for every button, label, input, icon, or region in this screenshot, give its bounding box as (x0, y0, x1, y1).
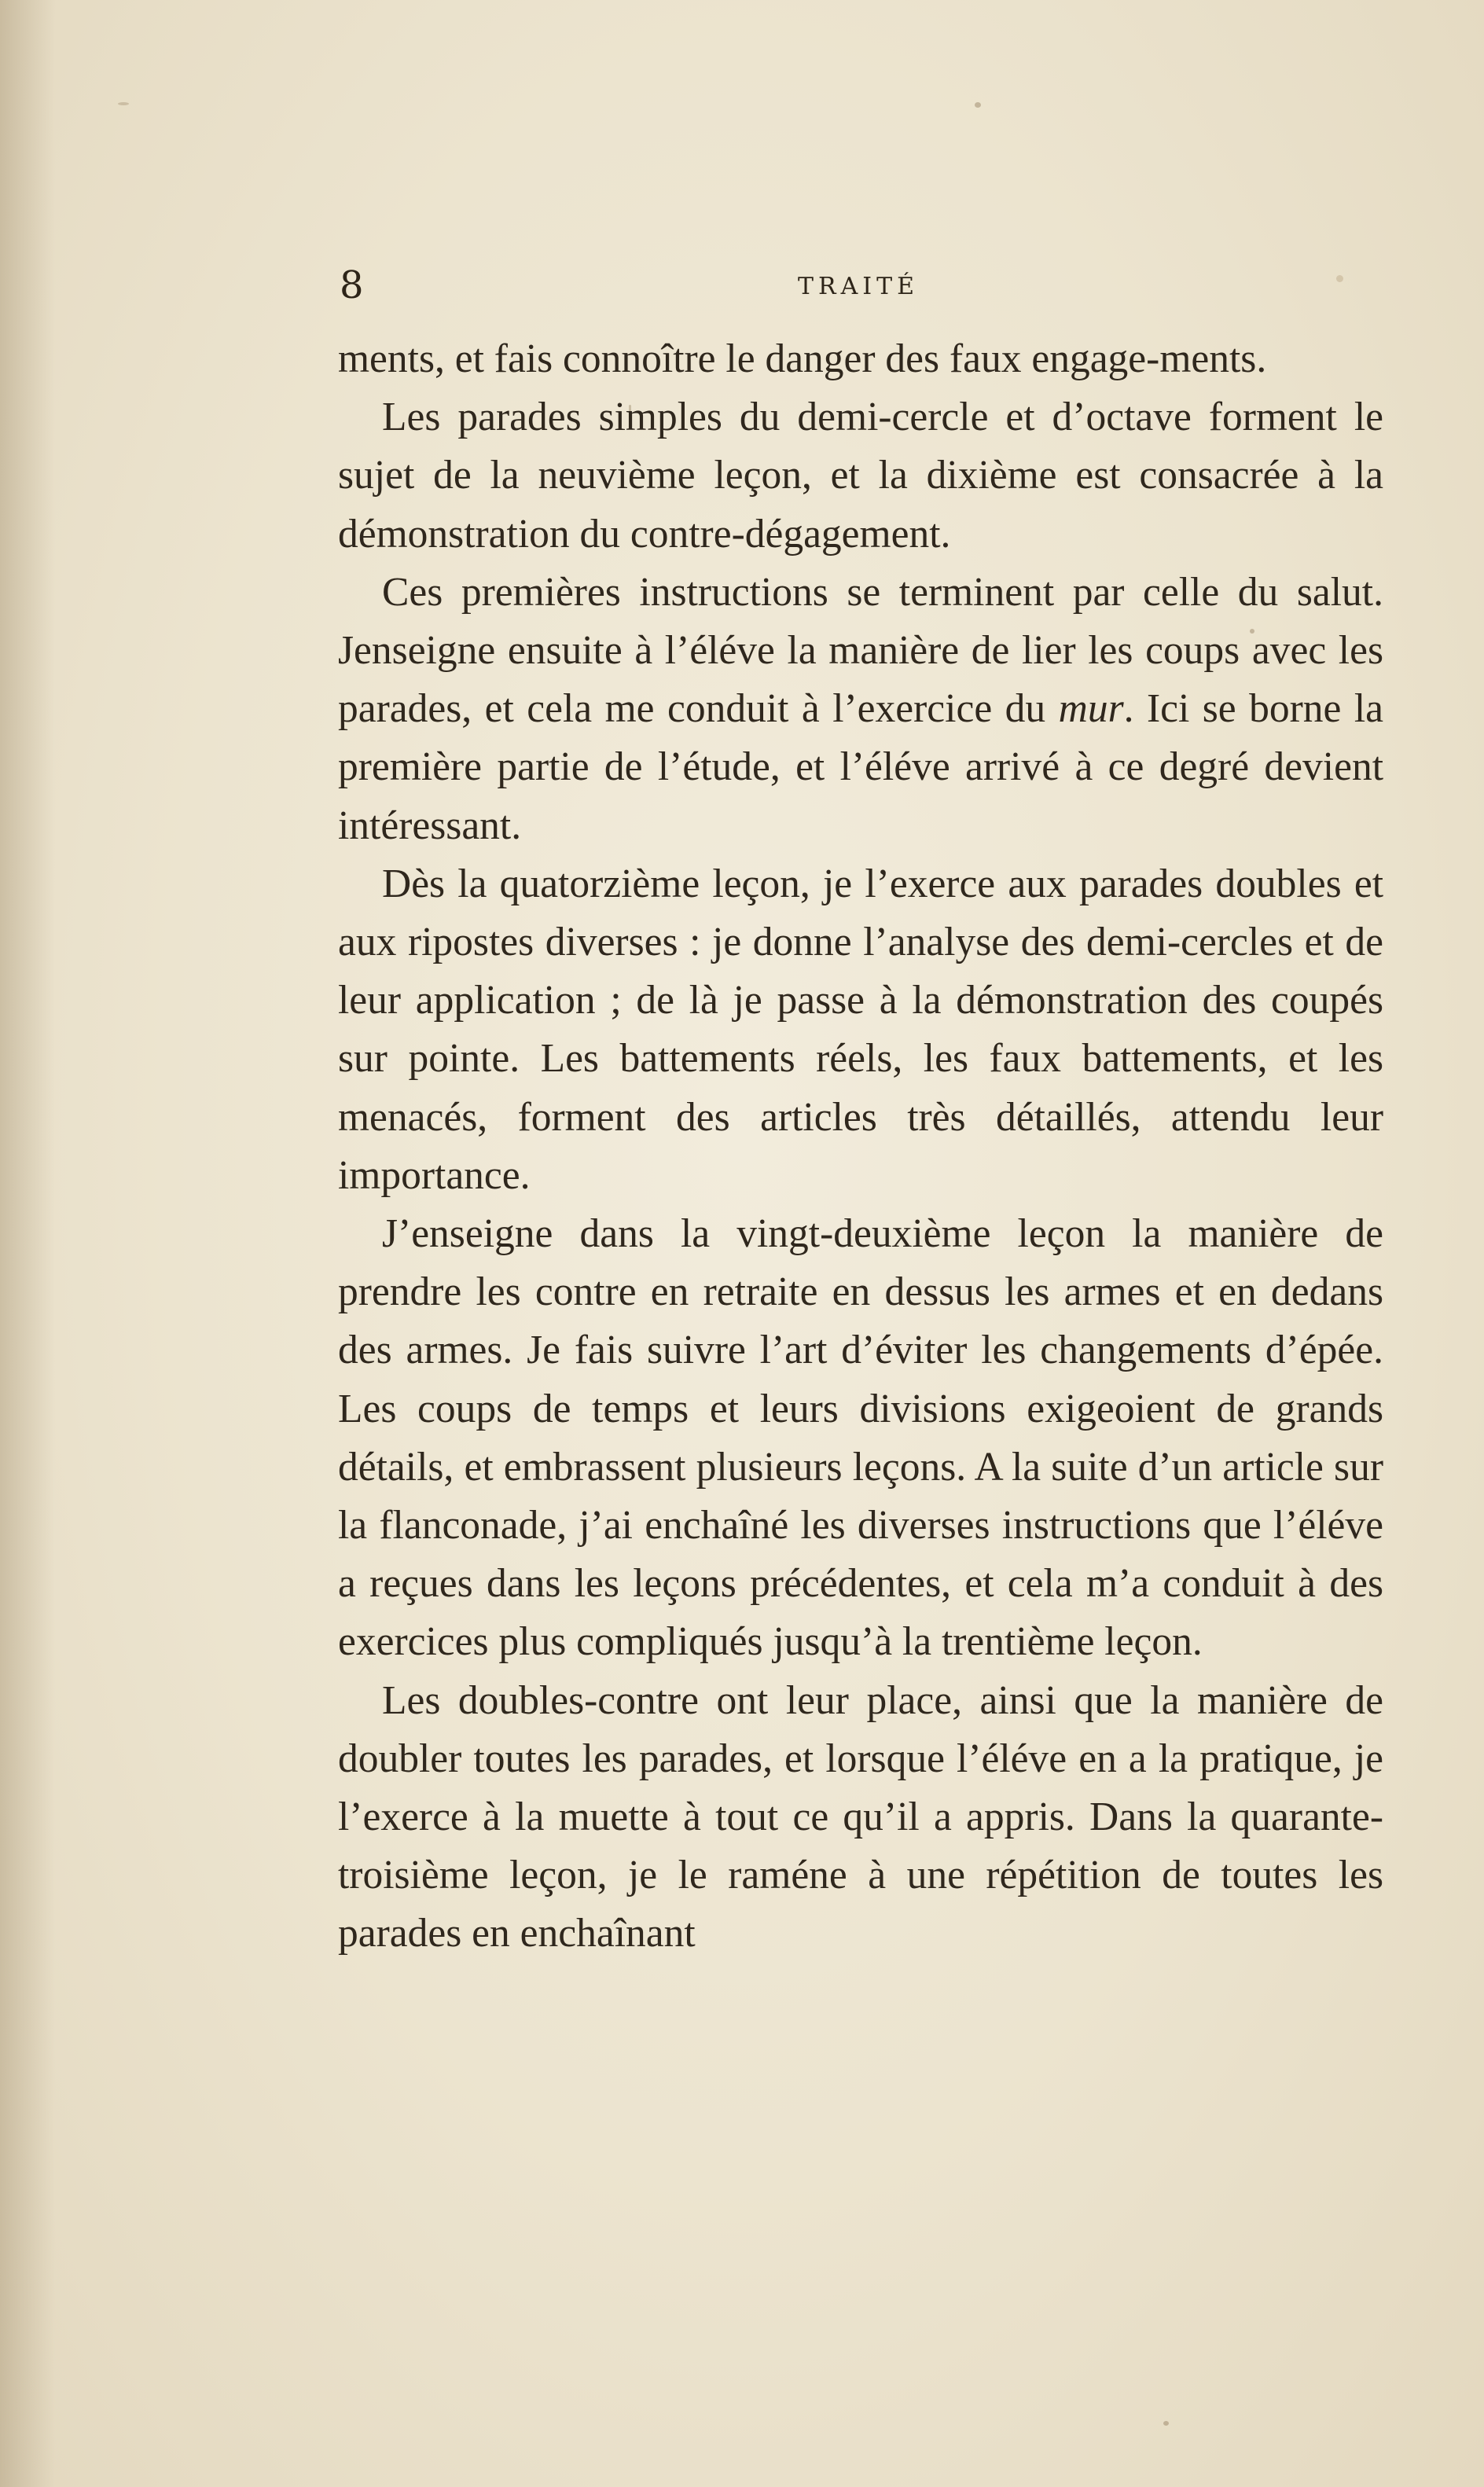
paragraph (338, 330, 1383, 388)
text-segment: Dès la quatorzième leçon, je l’exerce aux parades doubles et aux ripostes diverses : je donne l’analyse des demi-cercles et de leur application ; de là je passe à la démonstration des coupés sur pointe. Les battements réels, les faux battements, et les menacés, forment des articles très détaillés, attendu leur importance. (338, 861, 1383, 1198)
text-segment: Les doubles-contre ont leur place, ainsi que la manière de doubler toutes les parades, et lorsque l’éléve en a la pratique, je l’exerce à la muette à tout ce qu’il a appris. Dans la quarante-troisième leçon, je le raméne à une répétition de toutes les parades en enchaînant (338, 1677, 1383, 1956)
italic-term: mur (1058, 686, 1124, 732)
paragraph (338, 855, 1383, 1205)
page-number: 8 (340, 263, 364, 307)
text-segment: . Ici se borne la première partie de l’étude, et l’éléve arrivé à ce degré devient intéressant. (338, 686, 1383, 848)
text-segment: Les parades simples du demi-cercle et d’octave forment le sujet de la neuvième leçon, et la dixième est consacrée à la démonstration du contre-dégagement. (338, 395, 1383, 557)
foxing-spot (1163, 2421, 1169, 2426)
paragraph (338, 388, 1383, 564)
text-segment: ments, et fais connoître le danger des faux engage-ments. (338, 336, 1267, 381)
text-segment: Ces premières instructions se terminent par celle du salut. Jenseigne ensuite à l’éléve la manière de lier les coups avec les parades, et cela me conduit à l’exercice du (338, 569, 1383, 732)
foxing-spot (975, 102, 981, 108)
paragraph (338, 564, 1383, 855)
paragraph (338, 1205, 1383, 1672)
paragraph (338, 1672, 1383, 1964)
running-head: TRAITÉ (797, 273, 920, 300)
foxing-spot (118, 102, 129, 105)
page-header (340, 263, 1377, 310)
body-text (338, 330, 1383, 1964)
text-segment: J’enseigne dans la vingt-deuxième leçon la manière de prendre les contre en retraite en dessus les armes et en dedans des armes. Je fais suivre l’art d’éviter les changements d’épée. Les coups de temps et leurs divisions exigeoient de grands détails, et embrassent plusieurs leçons. A la suite d’un article sur la flanconade, j’ai enchaîné les diverses instructions que l’éléve a reçues dans les leçons précédentes, et cela m’a conduit à des exercices plus compliqués jusqu’à la trentième leçon. (338, 1211, 1383, 1665)
page-gutter-shadow (0, 0, 55, 2487)
